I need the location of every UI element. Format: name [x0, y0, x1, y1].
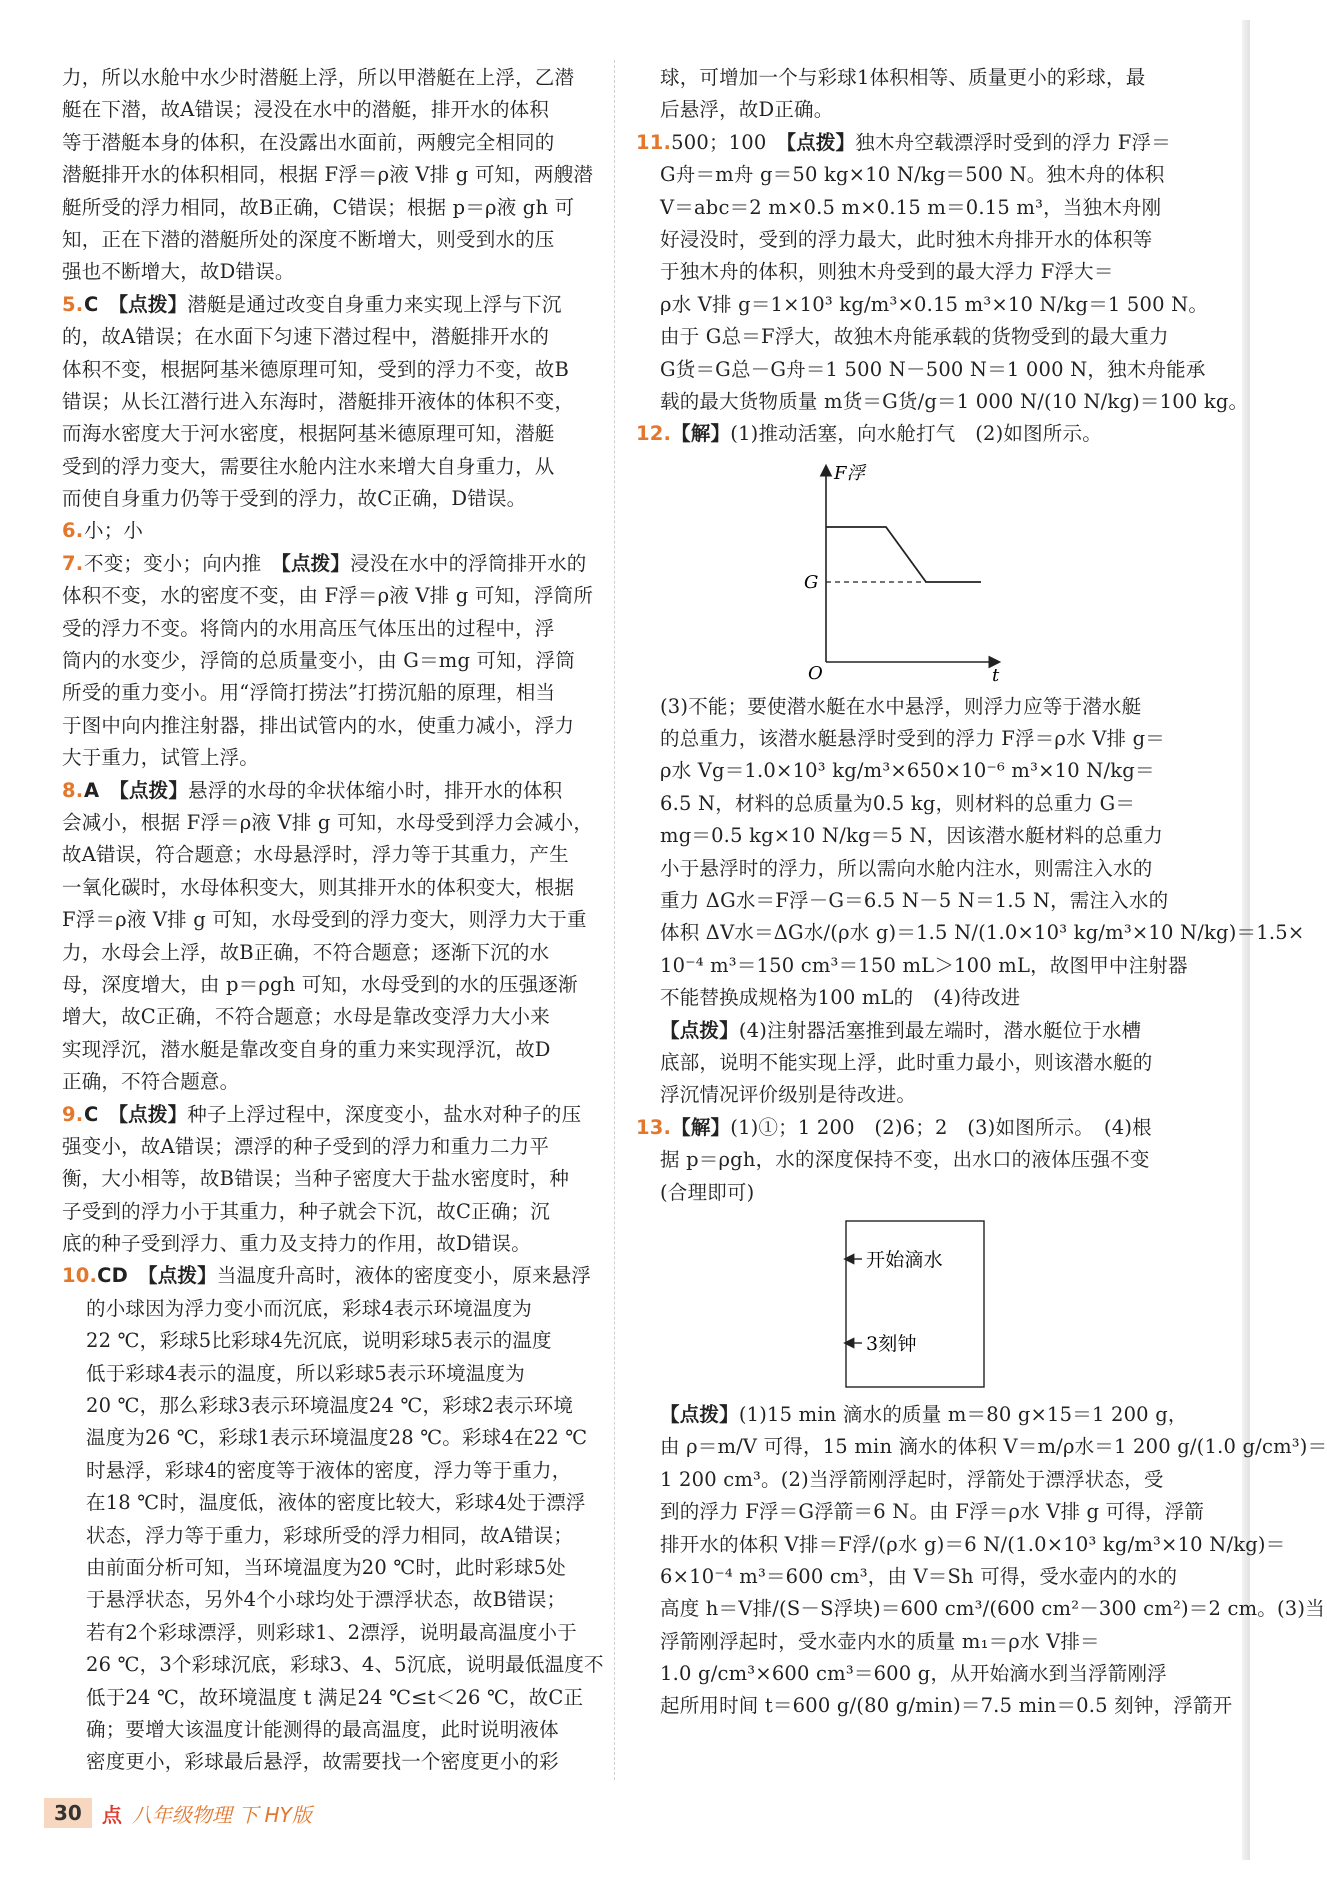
answer-text: 不变；变小；向内推 [84, 551, 262, 575]
text-line [62, 224, 592, 256]
line-text: 体积不变，水的密度不变，由 F浮＝ρ液 V排 g 可知，浮筒所 [62, 584, 594, 608]
text-line [636, 755, 1166, 787]
line-text: 于独木舟的体积，则独木舟受到的最大浮力 F浮大＝ [660, 260, 1114, 284]
text-line [62, 192, 592, 224]
three-quarter-label: 3刻钟 [866, 1332, 917, 1355]
text-line [636, 1079, 1166, 1111]
line-text: 确；要增大该温度计能测得的最高温度，此时说明液体 [86, 1717, 559, 1741]
hint-tag: 【解】 [671, 422, 731, 446]
line-text: 潜艇是通过改变自身重力来实现上浮与下沉 [187, 292, 562, 316]
figure-13-scale [636, 1215, 1166, 1393]
text-line [62, 159, 592, 191]
right-column [636, 62, 1327, 1723]
answer-choice: A [84, 778, 100, 802]
line-text: 的，故A错误；在水面下匀速下潜过程中，潜艇排开水的 [62, 325, 550, 349]
text-line [62, 1390, 592, 1422]
text-line [636, 1399, 1188, 1431]
line-text: 6×10⁻⁴ m³＝600 cm³，由 V＝Sh 可得，受水壶内的水的 [660, 1564, 1178, 1588]
text-line [62, 1228, 592, 1260]
text-line [62, 839, 592, 871]
line-text: 到的浮力 F浮＝G浮箭＝6 N。由 F浮＝ρ水 V排 g 可得，浮箭 [660, 1500, 1205, 1524]
line-text: 浸没在水中的浮筒排开水的 [350, 551, 587, 575]
line-text: 会减小，根据 F浮＝ρ液 V排 g 可知，水母受到浮力会减小， [62, 810, 594, 834]
line-text: 在18 ℃时，温度低，液体的密度比较大，彩球4处于漂浮 [86, 1491, 586, 1515]
hint-tag: 【点拨】 [786, 130, 856, 154]
text-line [636, 192, 1166, 224]
text-line [62, 1422, 592, 1454]
hint-tag: 【点拨】 [660, 1018, 739, 1042]
text-line [62, 62, 592, 94]
text-line [62, 775, 592, 807]
line-text: 种子上浮过程中，深度变小，盐水对种子的压 [187, 1102, 582, 1126]
line-text: 强也不断增大，故D错误。 [62, 260, 295, 284]
text-line [636, 127, 1171, 159]
text-line [62, 645, 592, 677]
text-line [636, 289, 1209, 321]
line-text: 受的浮力不变。将筒内的水用高压气体压出的过程中，浮 [62, 616, 555, 640]
question-number: 6. [62, 519, 84, 543]
line-text: 重力 ΔG水＝F浮－G＝6.5 N－5 N＝1.5 N，需注入水的 [660, 889, 1169, 913]
line-text: F浮＝ρ液 V排 g 可知，水母受到的浮力变大，则浮力大于重 [62, 908, 587, 932]
line-text: 浮箭刚浮起时，受水壶内水的质量 m₁＝ρ水 V排＝ [660, 1629, 1100, 1653]
float-arrow-scale [636, 1215, 1166, 1393]
gravity-label: G [804, 571, 819, 593]
line-text: 10⁻⁴ m³＝150 cm³＝150 mL＞100 mL，故图甲中注射器 [660, 953, 1188, 977]
hint-tag: 【点拨】 [147, 1264, 217, 1288]
text-line [62, 1746, 592, 1778]
text-line [62, 1552, 592, 1584]
line-text: 而使自身重力仍等于受到的浮力，故C正确，D错误。 [62, 487, 527, 511]
text-line [636, 1464, 1166, 1496]
left-column [62, 62, 604, 1779]
text-line [62, 969, 592, 1001]
text-line [62, 1034, 592, 1066]
line-text: (3)不能；要使潜水艇在水中悬浮，则浮力应等于潜水艇 [660, 694, 1142, 718]
text-line [636, 1496, 1205, 1528]
line-text: 母，深度增大，由 p＝ρgh 可知，水母受到的水的压强逐渐 [62, 972, 578, 996]
line-text: G舟＝m舟 g＝50 kg×10 N/kg＝500 N。独木舟的体积 [660, 163, 1165, 187]
line-text: ρ水 V排 g＝1×10³ kg/m³×0.15 m³×10 N/kg＝1 500 N。 [660, 292, 1209, 316]
line-text: 1 200 cm³。(2)当浮箭刚浮起时，浮箭处于漂浮状态，受 [660, 1467, 1164, 1491]
text-line [62, 418, 592, 450]
line-text: 高度 h＝V排/(S－S浮块)＝600 cm³/(600 cm²－300 cm²)＝2 cm。(3)当 [660, 1597, 1325, 1621]
text-line [62, 710, 592, 742]
line-text: 球，可增加一个与彩球1体积相等、质量更小的彩球，最 [660, 66, 1146, 89]
text-line [62, 677, 592, 709]
line-text: 后悬浮，故D正确。 [660, 98, 834, 122]
line-text: 20 ℃，那么彩球3表示环境温度24 ℃，彩球2表示环境 [86, 1394, 574, 1418]
text-line [636, 1690, 1233, 1722]
figure-12-graph [636, 457, 1166, 685]
line-text: 悬浮的水母的伞状体缩小时，排开水的体积 [188, 778, 563, 802]
answer-choice: C [84, 1102, 99, 1126]
line-text: 时悬浮，彩球4的密度等于液体的密度，浮力等于重力， [86, 1458, 572, 1482]
line-text: 于图中向内推注射器，排出试管内的水，使重力减小，浮力 [62, 713, 575, 737]
text-line [62, 937, 592, 969]
question-number: 7. [62, 551, 84, 575]
line-text: G货＝G总－G舟＝1 500 N－500 N＝1 000 N，独木舟能承 [660, 357, 1206, 381]
book-title: 八年级物理 下 HY版 [131, 1802, 312, 1827]
text-line [62, 1487, 592, 1519]
line-text: 于悬浮状态，另外4个小球均处于漂浮状态，故B错误； [86, 1588, 567, 1612]
line-text: 底的种子受到浮力、重力及支持力的作用，故D错误。 [62, 1232, 531, 1256]
hint-tag: 【点拨】 [118, 292, 188, 316]
text-line [62, 1358, 592, 1390]
hint-tag: 【点拨】 [119, 778, 189, 802]
text-line [636, 386, 1249, 418]
text-line [62, 515, 592, 547]
line-text: 故A错误，符合题意；水母悬浮时，浮力等于其重力，产生 [62, 843, 569, 867]
answer-text: 500；100 [671, 130, 767, 154]
origin-label: O [808, 662, 823, 684]
question-number: 13. [636, 1115, 672, 1139]
text-line [62, 1714, 592, 1746]
text-line [62, 1163, 592, 1195]
line-text: mg＝0.5 kg×10 N/kg＝5 N，因该潜水艇材料的总重力 [660, 824, 1164, 848]
text-line [62, 321, 592, 353]
line-text: 不能替换成规格为100 mL的 (4)待改进 [660, 986, 1021, 1010]
hint-tag: 【点拨】 [118, 1102, 188, 1126]
text-line [62, 1260, 592, 1292]
page-number: 30 [44, 1798, 92, 1828]
line-text: 所受的重力变小。用“浮筒打捞法”打捞沉船的原理，相当 [62, 681, 556, 705]
text-line [636, 1529, 1286, 1561]
line-text: 好浸没时，受到的浮力最大，此时独木舟排开水的体积等 [660, 227, 1153, 251]
text-line [636, 159, 1166, 191]
line-text: V＝abc＝2 m×0.5 m×0.15 m＝0.15 m³，当独木舟刚 [660, 195, 1162, 219]
line-text: 起所用时间 t＝600 g/(80 g/min)＝7.5 min＝0.5 刻钟，浮箭开 [660, 1694, 1233, 1718]
y-axis-label: F浮 [834, 462, 865, 484]
brand-logo: 点 [101, 1802, 122, 1827]
line-text: 知，正在下潜的潜艇所处的深度不断增大，则受到水的压 [62, 227, 555, 251]
text-line [636, 1015, 1166, 1047]
column-divider [614, 60, 615, 1780]
text-line [636, 224, 1166, 256]
line-text: 而海水密度大于河水密度，根据阿基米德原理可知，潜艇 [62, 422, 555, 446]
line-text: 状态，浮力等于重力，彩球所受的浮力相同，故A错误； [86, 1523, 574, 1547]
text-line [62, 742, 592, 774]
text-line [62, 1293, 592, 1325]
line-text: 体积 ΔV水＝ΔG水/(ρ水 g)＝1.5 N/(1.0×10³ kg/m³×10 N/kg)＝1.5× [660, 921, 1305, 945]
line-text: 浮沉情况评价级别是待改进。 [660, 1083, 917, 1107]
line-text: 由前面分析可知，当环境温度为20 ℃时，此时彩球5处 [86, 1555, 566, 1579]
line-text: 衡，大小相等，故B错误；当种子密度大于盐水密度时，种 [62, 1167, 570, 1191]
text-line [636, 950, 1188, 982]
text-line [62, 807, 592, 839]
line-text: 筒内的水变少，浮筒的总质量变小，由 G＝mg 可知，浮筒 [62, 649, 576, 673]
line-text: 排开水的体积 V排＝F浮/(ρ水 g)＝6 N/(1.0×10³ kg/m³×10 N/kg)＝ [660, 1532, 1286, 1556]
line-text: 力，水母会上浮，故B正确，不符合题意；逐渐下沉的水 [62, 940, 550, 964]
line-text: 据 p＝ρgh，水的深度保持不变，出水口的液体压强不变 [660, 1148, 1150, 1172]
text-line [62, 1131, 592, 1163]
text-line [636, 1431, 1327, 1463]
question-number: 9. [62, 1102, 84, 1126]
text-line [62, 872, 592, 904]
text-line [636, 1112, 1166, 1144]
line-text: 密度更小，彩球最后悬浮，故需要找一个密度更小的彩 [86, 1750, 559, 1774]
text-line [62, 256, 592, 288]
text-line [62, 451, 592, 483]
line-text: 体积不变，根据阿基米德原理可知，受到的浮力不变，故B [62, 357, 570, 381]
line-text: 受到的浮力变大，需要往水舱内注水来增大自身重力，从 [62, 454, 555, 478]
line-text: 6.5 N，材料的总质量为0.5 kg，则材料的总重力 G＝ [660, 791, 1136, 815]
text-line [636, 853, 1166, 885]
text-line [62, 127, 592, 159]
line-text: 低于24 ℃，故环境温度 t 满足24 ℃≤t＜26 ℃，故C正 [86, 1685, 584, 1709]
text-line [62, 386, 592, 418]
text-line [636, 354, 1206, 386]
x-axis-label: t [992, 664, 1000, 686]
text-line [62, 483, 592, 515]
text-line [636, 1658, 1166, 1690]
answer-choice: C [84, 292, 99, 316]
text-line [636, 885, 1169, 917]
line-text: 温度为26 ℃，彩球1表示环境温度28 ℃。彩球4在22 ℃ [86, 1426, 588, 1450]
line-text: 由于 G总＝F浮大，故独木舟能承载的货物受到的最大重力 [660, 325, 1169, 349]
question-number: 12. [636, 422, 672, 446]
line-text: 增大，故C正确，不符合题意；水母是靠改变浮力大小来 [62, 1005, 550, 1029]
start-drip-label: 开始滴水 [866, 1248, 943, 1271]
line-text: 26 ℃，3个彩球沉底，彩球3、4、5沉底，说明最低温度不 [86, 1653, 604, 1677]
question-number: 8. [62, 778, 84, 802]
line-text: 由 ρ＝m/V 可得，15 min 滴水的体积 V＝m/ρ水＝1 200 g/(1.0 g/cm³)＝ [660, 1435, 1327, 1459]
line-text: 力，所以水舱中水少时潜艇上浮，所以甲潜艇在上浮，乙潜 [62, 66, 575, 89]
line-text: (合理即可) [660, 1180, 755, 1204]
text-line [62, 1066, 592, 1098]
line-text: 实现浮沉，潜水艇是靠改变自身的重力来实现浮沉，故D [62, 1037, 551, 1061]
text-line [636, 691, 1166, 723]
text-line [636, 1593, 1325, 1625]
text-line [62, 1099, 592, 1131]
line-text: 等于潜艇本身的体积，在没露出水面前，两艘完全相同的 [62, 130, 555, 154]
line-text: 小于悬浮时的浮力，所以需向水舱内注水，则需注入水的 [660, 856, 1153, 880]
text-line [62, 289, 592, 321]
text-line [636, 788, 1166, 820]
line-text: 22 ℃，彩球5比彩球4先沉底，说明彩球5表示的温度 [86, 1329, 552, 1353]
text-line [636, 1561, 1178, 1593]
question-number: 5. [62, 292, 84, 316]
text-line [62, 1649, 604, 1681]
text-line [62, 580, 592, 612]
line-text: 潜艇排开水的体积相同，根据 F浮＝ρ液 V排 g 可知，两艘潜 [62, 163, 594, 187]
text-line [62, 94, 592, 126]
line-text: 载的最大货物质量 m货＝G货/g＝1 000 N/(10 N/kg)＝100 kg。 [660, 389, 1249, 413]
line-text: 小；小 [84, 519, 144, 543]
text-line [636, 1177, 1166, 1209]
text-line [636, 321, 1169, 353]
text-line [636, 917, 1305, 949]
line-text: 大于重力，试管上浮。 [62, 746, 260, 770]
line-text: 艇在下潜，故A错误；浸没在水中的潜艇，排开水的体积 [62, 98, 550, 122]
line-text: 子受到的浮力小于其重力，种子就会下沉，故C正确；沉 [62, 1199, 550, 1223]
line-text: (1)推动活塞，向水舱打气 (2)如图所示。 [730, 422, 1102, 446]
line-text: 一氧化碳时，水母体积变大，则其排开水的体积变大，根据 [62, 875, 575, 899]
line-text: 若有2个彩球漂浮，则彩球1、2漂浮，说明最高温度小于 [86, 1620, 577, 1644]
text-line [62, 548, 592, 580]
text-line [636, 256, 1166, 288]
text-line [62, 1196, 592, 1228]
text-line [636, 820, 1166, 852]
hint-tag: 【点拨】 [660, 1402, 739, 1426]
text-line [636, 418, 1166, 450]
hint-tag: 【点拨】 [281, 551, 351, 575]
line-text: 艇所受的浮力相同，故B正确，C错误；根据 p＝ρ液 gh 可 [62, 195, 575, 219]
text-line [62, 354, 592, 386]
text-line [62, 1617, 592, 1649]
line-text: (1)①；1 200 (2)6；2 (3)如图所示。 (4)根 [730, 1115, 1152, 1139]
line-text: 独木舟空载漂浮时受到的浮力 F浮＝ [855, 130, 1171, 154]
buoyancy-curve [826, 527, 981, 582]
text-line [62, 1520, 592, 1552]
line-text: 底部，说明不能实现上浮，此时重力最小，则该潜水艇的 [660, 1050, 1153, 1074]
text-line [62, 1584, 592, 1616]
text-line [62, 613, 592, 645]
text-line [636, 94, 1166, 126]
line-text: 的总重力，该潜水艇悬浮时受到的浮力 F浮＝ρ水 V排 g＝ [660, 727, 1165, 751]
line-text: 1.0 g/cm³×600 cm³＝600 g，从开始滴水到当浮箭刚浮 [660, 1662, 1167, 1686]
scale-frame [846, 1221, 984, 1387]
line-text: 低于彩球4表示的温度，所以彩球5表示环境温度为 [86, 1361, 525, 1385]
text-line [636, 1144, 1166, 1176]
text-line [636, 1047, 1166, 1079]
text-line [636, 62, 1166, 94]
text-line [62, 1682, 592, 1714]
question-number: 11. [636, 130, 672, 154]
hint-tag: 【解】 [671, 1115, 731, 1139]
line-text: 错误；从长江潜行进入东海时，潜艇排开液体的体积不变， [62, 389, 575, 413]
text-line [62, 1325, 592, 1357]
text-line [636, 982, 1166, 1014]
line-text: 强变小，故A错误；漂浮的种子受到的浮力和重力二力平 [62, 1134, 550, 1158]
line-text: 的小球因为浮力变小而沉底，彩球4表示环境温度为 [86, 1296, 533, 1320]
line-text: 当温度升高时，液体的密度变小，原来悬浮 [216, 1264, 592, 1288]
answer-choice: CD [97, 1264, 129, 1288]
text-line [62, 1001, 592, 1033]
line-text: (4)注射器活塞推到最左端时，潜水艇位于水槽 [738, 1018, 1142, 1042]
line-text: 正确，不符合题意。 [62, 1070, 240, 1094]
line-text: ρ水 Vg＝1.0×10³ kg/m³×650×10⁻⁶ m³×10 N/kg＝ [660, 759, 1155, 783]
text-line [62, 1455, 592, 1487]
question-number: 10. [62, 1264, 98, 1288]
text-line [636, 723, 1166, 755]
text-line [636, 1626, 1166, 1658]
buoyancy-time-graph [636, 457, 1166, 685]
line-text: (1)15 min 滴水的质量 m＝80 g×15＝1 200 g， [738, 1402, 1188, 1426]
page-footer [44, 1793, 312, 1833]
text-line [62, 904, 592, 936]
